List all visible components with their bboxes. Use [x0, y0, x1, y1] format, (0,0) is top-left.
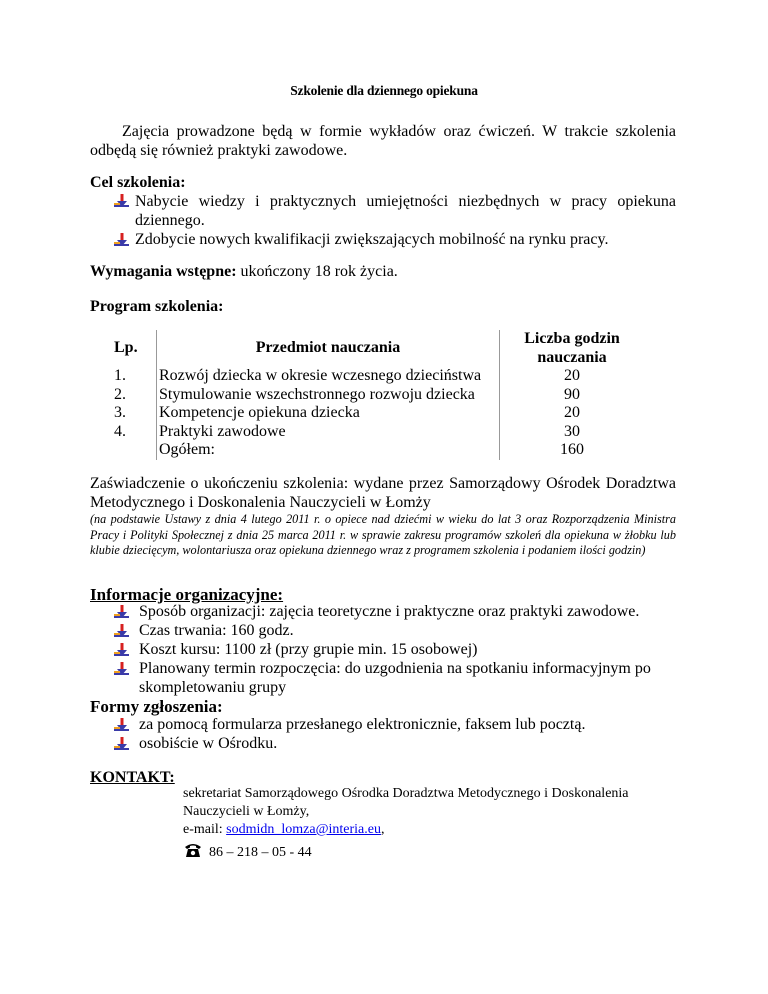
requirements-value: ukończony 18 rok życia.: [240, 263, 398, 280]
arrow-bullet-icon: [113, 623, 129, 639]
goal-item: Zdobycie nowych kwalifikacji zwiększających mobilność na rynku pracy.: [135, 231, 609, 248]
application-item: osobiście w Ośrodku.: [139, 735, 278, 752]
contact-phone-line: [183, 842, 703, 862]
column-header-lp: Lp.: [108, 330, 157, 367]
program-table: [108, 330, 644, 460]
arrow-bullet-icon: [113, 642, 129, 658]
row-hours: 20: [564, 404, 580, 421]
table-row: [108, 367, 644, 386]
org-info-heading: Informacje organizacyjne:: [90, 585, 284, 604]
application-heading: Formy zgłoszenia:: [90, 697, 223, 716]
goal-heading: Cel szkolenia:: [90, 174, 186, 191]
row-hours: 30: [564, 422, 580, 440]
contact-block: [183, 785, 703, 862]
total-hours: 160: [560, 441, 584, 458]
program-heading: Program szkolenia:: [90, 298, 224, 315]
table-total-row: [108, 441, 644, 460]
table-header-row: [108, 330, 644, 367]
contact-email-line: e-mail: sodmidn_lomza@interia.eu,: [183, 822, 385, 837]
certificate-paragraph: Zaświadczenie o ukończeniu szkolenia: wydane przez Samorządowy Ośrodek Doradztwa Metodycznego i Doskonalenia Nauczycieli w Łomży: [90, 475, 676, 511]
row-hours: 20: [564, 367, 580, 384]
document-title: Szkolenie dla dziennego opiekuna: [290, 83, 478, 98]
table-row: [108, 386, 644, 405]
intro-paragraph: Zajęcia prowadzone będą w formie wykładów oraz ćwiczeń. W trakcie szkolenia odbędą się również praktyki zawodowe.: [90, 123, 676, 159]
row-subject: Praktyki zawodowe: [157, 423, 500, 442]
arrow-bullet-icon: [113, 193, 129, 209]
row-lp: 1.: [108, 367, 157, 386]
table-row: [108, 404, 644, 423]
row-subject: Rozwój dziecka w okresie wczesnego dzieciństwa: [157, 367, 500, 386]
row-subject: Stymulowanie wszechstronnego rozwoju dziecka: [157, 386, 500, 405]
row-lp: 2.: [108, 386, 157, 405]
contact-address-line: sekretariat Samorządowego Ośrodka Doradztwa Metodycznego i Doskonalenia: [183, 786, 629, 801]
contact-heading: KONTAKT:: [90, 769, 175, 786]
phone-number: 86 – 218 – 05 - 44: [209, 845, 312, 860]
row-subject: Kompetencje opiekuna dziecka: [157, 404, 500, 423]
goal-item: Nabycie wiedzy i praktycznych umiejętności niezbędnych w pracy opiekuna dziennego.: [135, 193, 676, 229]
telephone-icon: [183, 842, 203, 858]
contact-address-line: Nauczycieli w Łomży,: [183, 804, 310, 819]
email-label: e-mail:: [183, 822, 223, 837]
application-item: za pomocą formularza przesłanego elektronicznie, faksem lub pocztą.: [139, 716, 586, 733]
row-hours: 90: [564, 385, 580, 403]
column-header-subject: Przedmiot nauczania: [157, 330, 500, 367]
row-lp: 3.: [108, 404, 157, 423]
email-link[interactable]: sodmidn_lomza@interia.eu: [226, 822, 381, 837]
org-info-item: Sposób organizacji: zajęcia teoretyczne i praktyczne oraz praktyki zawodowe.: [139, 603, 640, 620]
requirements-label: Wymagania wstępne:: [90, 263, 237, 280]
org-info-item: Planowany termin rozpoczęcia: do uzgodnienia na spotkaniu informacyjnym po skompletowaniu grupy: [139, 660, 651, 696]
arrow-bullet-icon: [113, 604, 129, 620]
arrow-bullet-icon: [113, 232, 129, 248]
arrow-bullet-icon: [113, 736, 129, 752]
column-header-hours: Liczba godzin nauczania: [524, 330, 620, 366]
org-info-item: Czas trwania: 160 godz.: [139, 622, 294, 639]
arrow-bullet-icon: [113, 661, 129, 677]
requirements-line: [90, 262, 398, 281]
table-row: [108, 423, 644, 442]
row-lp: 4.: [108, 423, 157, 442]
legal-note: (na podstawie Ustawy z dnia 4 lutego 2011 r. o opiece nad dziećmi w wieku do lat 3 oraz Rozporządzenia Ministra Pracy i Polityki Społecznej z dnia 25 marca 2011 r. w sprawie zakresu programów szkoleń dla opiekuna w żłobku lub klubie dziecięcym, wolontariusza oraz opiekuna dziennego wraz z programem szkolenia i podaniem ilości godzin): [90, 512, 676, 558]
total-label: Ogółem:: [157, 441, 500, 460]
org-info-item: Koszt kursu: 1100 zł (przy grupie min. 15 osobowej): [139, 641, 478, 658]
arrow-bullet-icon: [113, 717, 129, 733]
